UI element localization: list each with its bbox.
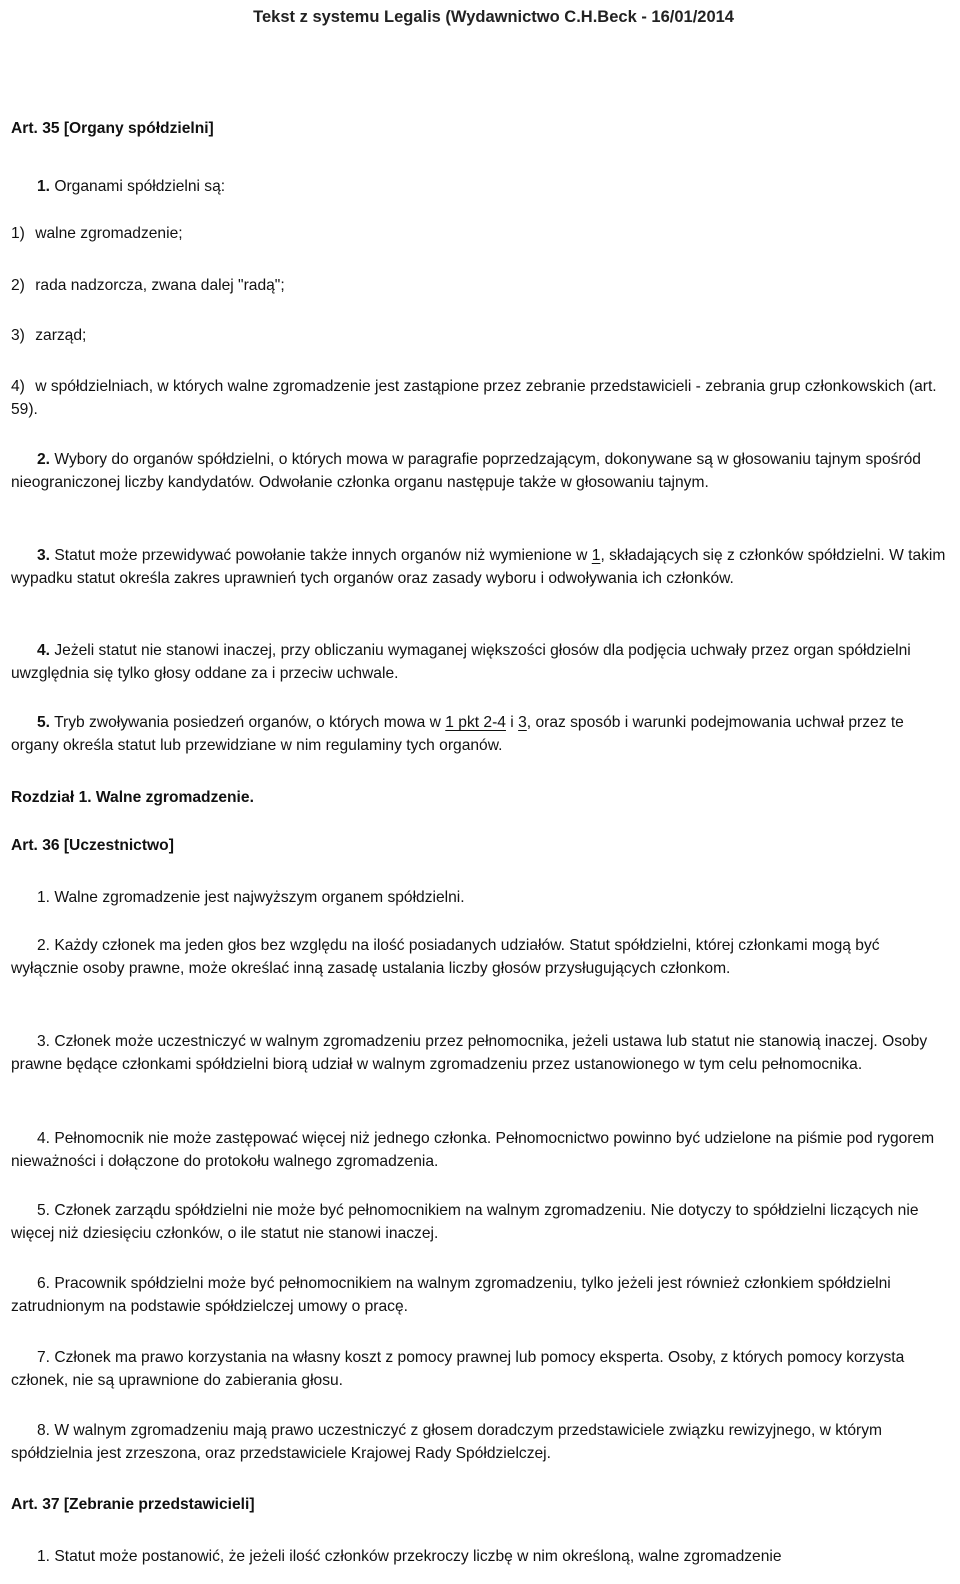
list-item: [11, 274, 949, 297]
cross-reference-link[interactable]: 1 pkt 2-4: [445, 714, 506, 731]
art35-paragraph-1: [11, 175, 949, 198]
list-item-number: 2): [11, 277, 25, 294]
paragraph-text: , oraz sposób i warunki podejmowania uchwał przez te organy określa statut lub przewidziane w nim regulaminy tych organów.: [11, 714, 904, 754]
list-item-number: 3): [11, 327, 25, 344]
paragraph-label: 4.: [37, 642, 51, 659]
paragraph-text: Pracownik spółdzielni może być pełnomocnikiem na walnym zgromadzeniu, tylko jeżeli jest również członkiem spółdzielni zatrudnionym na podstawie spółdzielczej umowy o pracę.: [11, 1275, 891, 1315]
paragraph-text: Członek zarządu spółdzielni nie może być pełnomocnikiem na walnym zgromadzeniu. Nie dotyczy to spółdzielni liczących nie więcej niż dziesięciu członków, o ile statut nie stanowi inaczej.: [11, 1202, 919, 1242]
list-item-number: 1): [11, 225, 25, 242]
list-item: [11, 222, 949, 245]
list-item: [11, 375, 949, 421]
page-header: [0, 0, 960, 40]
paragraph-text: , składających się z członków spółdzielni. W takim wypadku statut określa zakres uprawnień tych organów oraz zasady wyboru i odwoływania ich członków.: [11, 547, 946, 587]
paragraph-text: i: [510, 714, 514, 731]
list-item-text: rada nadzorcza, zwana dalej "radą";: [35, 277, 285, 294]
paragraph-text: Jeżeli statut nie stanowi inaczej, przy obliczaniu wymaganej większości głosów dla podjęcia uchwały przez organ spółdzielni uwzględnia się tylko głosy oddane za i przeciw uchwale.: [11, 642, 911, 682]
cross-reference-link[interactable]: 1: [591, 547, 601, 564]
art36-paragraph-1: [11, 886, 949, 909]
paragraph-label: 3.: [37, 547, 51, 564]
paragraph-label: 5.: [37, 714, 51, 731]
art36-paragraph-5: [11, 1199, 949, 1245]
paragraph-label: 2.: [37, 451, 51, 468]
article-35-heading: Art. 35 [Organy spółdzielni]: [11, 120, 214, 137]
paragraph-text: Statut może przewidywać powołanie także innych organów niż wymienione w: [54, 547, 588, 564]
paragraph-text: Członek może uczestniczyć w walnym zgromadzeniu przez pełnomocnika, jeżeli ustawa lub statut nie stanowią inaczej. Osoby prawne będące członkami spółdzielni biorą udział w walnym zgromadzeniu przez ustanowionego w tym celu pełnomocnika.: [11, 1033, 928, 1073]
source-line: Tekst z systemu Legalis (Wydawnictwo C.H.Beck - 16/01/2014: [253, 8, 734, 26]
paragraph-text: Organami spółdzielni są:: [54, 178, 226, 195]
paragraph-label: 1.: [37, 1548, 51, 1565]
paragraph-label: 7.: [37, 1349, 51, 1366]
paragraph-label: 8.: [37, 1422, 51, 1439]
cross-reference-link[interactable]: 3: [518, 714, 527, 731]
paragraph-label: 6.: [37, 1275, 51, 1292]
paragraph-label: 2.: [37, 937, 51, 954]
paragraph-text: Każdy członek ma jeden głos bez względu na ilość posiadanych udziałów. Statut spółdzielni, której członkami mogą być wyłącznie osoby prawne, może określać inną zasadę ustalania liczby głosów przysługujących członkom.: [11, 937, 880, 977]
paragraph-text: Wybory do organów spółdzielni, o których mowa w paragrafie poprzedzającym, dokonywane są w głosowaniu tajnym spośród nieograniczonej liczby kandydatów. Odwołanie członka organu następuje także w głosowaniu tajnym.: [11, 451, 921, 491]
art36-paragraph-3: [11, 1030, 949, 1076]
paragraph-label: 4.: [37, 1130, 51, 1147]
paragraph-label: 5.: [37, 1202, 51, 1219]
art35-paragraph-3: [11, 544, 949, 590]
list-item: [11, 324, 949, 347]
paragraph-label: 1.: [37, 889, 51, 906]
paragraph-text: Członek ma prawo korzystania na własny koszt z pomocy prawnej lub pomocy eksperta. Osoby, z których pomocy korzysta członek, nie są uprawnione do zabierania głosu.: [11, 1349, 905, 1389]
art36-paragraph-4: [11, 1127, 949, 1173]
art35-paragraph-5: [11, 711, 949, 757]
article-36-heading: Art. 36 [Uczestnictwo]: [11, 837, 174, 854]
paragraph-label: 3.: [37, 1033, 51, 1050]
art35-paragraph-4: [11, 639, 949, 685]
list-item-text: walne zgromadzenie;: [35, 225, 183, 242]
paragraph-text: Walne zgromadzenie jest najwyższym organem spółdzielni.: [54, 889, 465, 906]
paragraph-label: 1.: [37, 178, 51, 195]
paragraph-text: Tryb zwoływania posiedzeń organów, o których mowa w: [54, 714, 441, 731]
chapter-heading: Rozdział 1. Walne zgromadzenie.: [11, 789, 254, 806]
list-item-text: zarząd;: [35, 327, 87, 344]
paragraph-text: Pełnomocnik nie może zastępować więcej niż jednego członka. Pełnomocnictwo powinno być udzielone na piśmie pod rygorem nieważności i dołączone do protokołu walnego zgromadzenia.: [11, 1130, 935, 1170]
art36-paragraph-7: [11, 1346, 949, 1392]
paragraph-text: W walnym zgromadzeniu mają prawo uczestniczyć z głosem doradczym przedstawiciele związku rewizyjnego, w którym spółdzielnia jest zrzeszona, oraz przedstawiciele Krajowej Rady Spółdzielczej.: [11, 1422, 882, 1462]
article-37-heading: Art. 37 [Zebranie przedstawicieli]: [11, 1496, 255, 1513]
art35-paragraph-2: [11, 448, 949, 494]
list-item-number: 4): [11, 378, 25, 395]
paragraph-text: Statut może postanowić, że jeżeli ilość członków przekroczy liczbę w nim określoną, walne zgromadzenie: [54, 1548, 782, 1565]
art36-paragraph-2: [11, 934, 949, 980]
list-item-text: w spółdzielniach, w których walne zgromadzenie jest zastąpione przez zebranie przedstawicieli - zebrania grup członkowskich (art. 59).: [11, 378, 937, 418]
art36-paragraph-6: [11, 1272, 949, 1318]
art37-paragraph-1: [11, 1545, 949, 1568]
art36-paragraph-8: [11, 1419, 949, 1465]
